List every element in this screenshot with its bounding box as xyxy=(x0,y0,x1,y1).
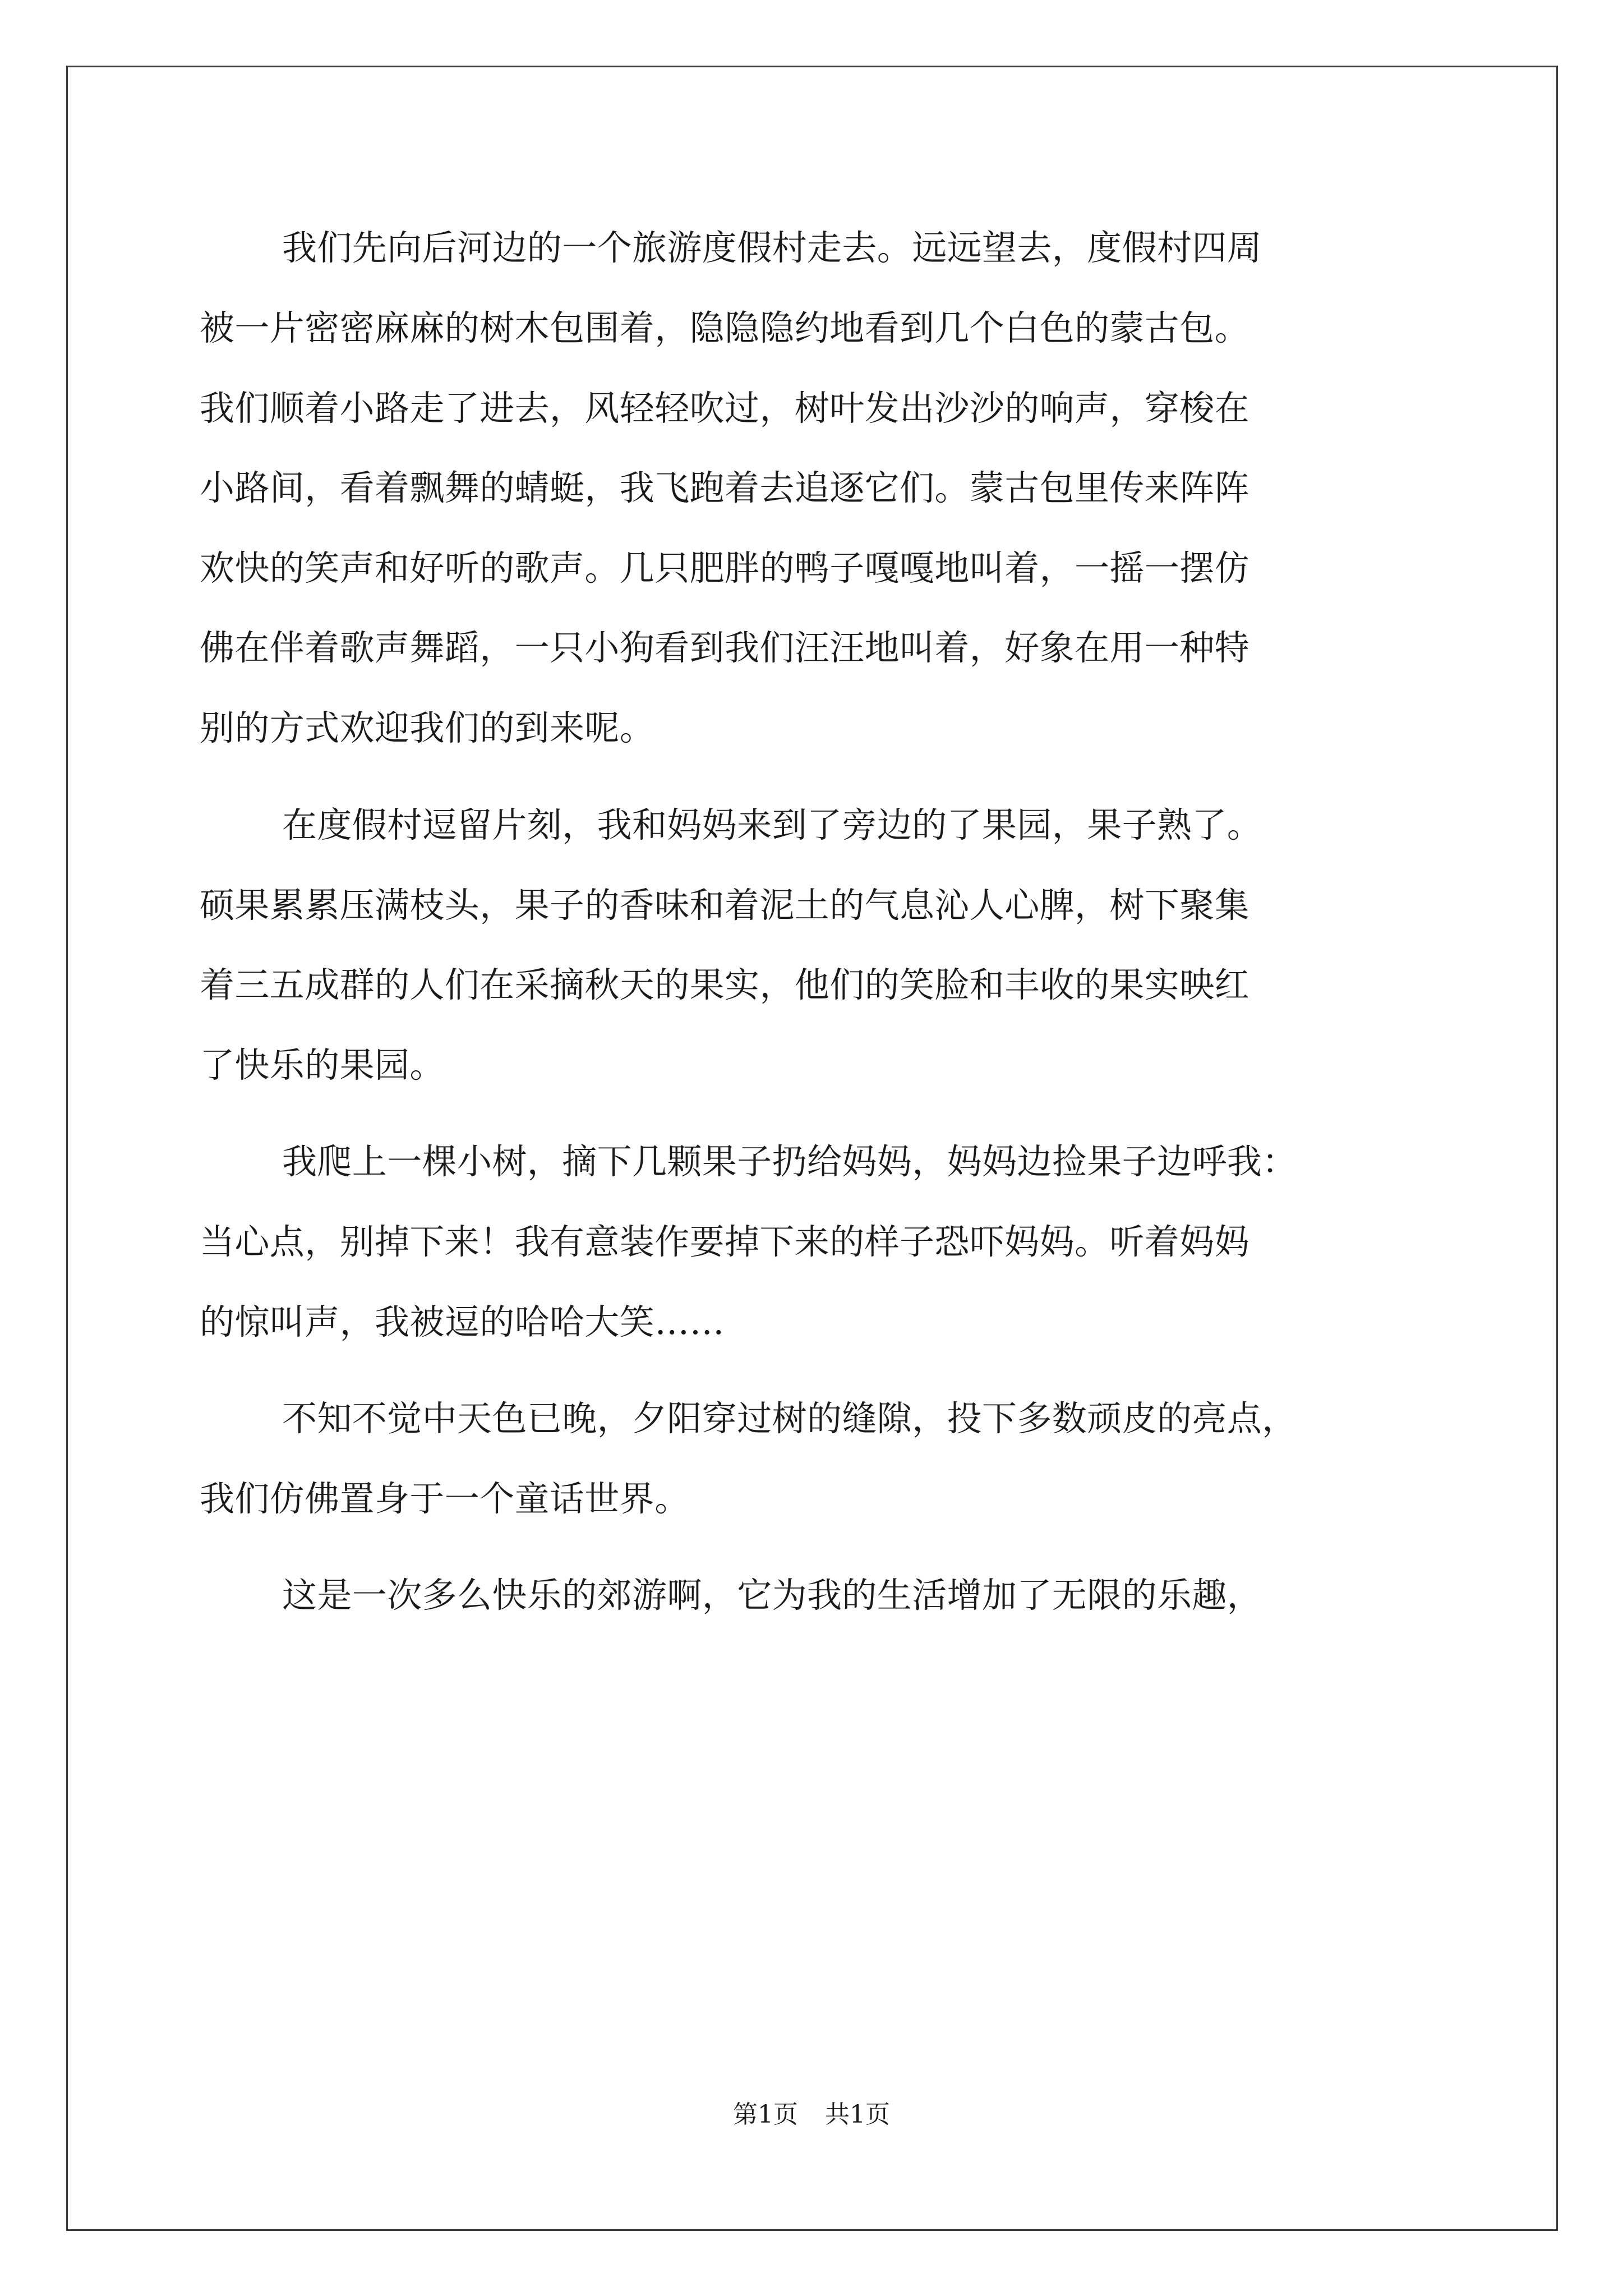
text-line: 的惊叫声，我被逗的哈哈大笑…… xyxy=(200,1301,725,1342)
text-line: 小路间，看着飘舞的蜻蜓，我飞跑着去追逐它们。蒙古包里传来阵阵 xyxy=(200,467,1250,508)
text-line: 我们仿佛置身于一个童话世界。 xyxy=(200,1478,690,1519)
page-footer xyxy=(0,2098,1623,2132)
text-line: 这是一次多么快乐的郊游啊，它为我的生活增加了无限的乐趣， xyxy=(282,1575,1262,1616)
text-line: 我爬上一棵小树，摘下几颗果子扔给妈妈，妈妈边捡果子边呼我： xyxy=(282,1141,1297,1182)
page-number-total: 共1页 xyxy=(825,2100,890,2129)
text-line: 佛在伴着歌声舞蹈，一只小狗看到我们汪汪地叫着，好象在用一种特 xyxy=(200,627,1250,668)
text-line: 我们先向后河边的一个旅游度假村走去。远远望去，度假村四周 xyxy=(282,227,1262,268)
page-number-current: 第1页 xyxy=(733,2100,798,2129)
text-line: 别的方式欢迎我们的到来呢。 xyxy=(200,707,655,748)
text-line: 了快乐的果园。 xyxy=(200,1045,445,1085)
text-line: 被一片密密麻麻的树木包围着，隐隐隐约地看到几个白色的蒙古包。 xyxy=(200,307,1250,348)
text-line: 在度假村逗留片刻，我和妈妈来到了旁边的了果园，果子熟了。 xyxy=(282,804,1262,845)
text-line: 欢快的笑声和好听的歌声。几只肥胖的鸭子嘎嘎地叫着，一摇一摆仿 xyxy=(200,547,1250,588)
text-line: 着三五成群的人们在采摘秋天的果实，他们的笑脸和丰收的果实映红 xyxy=(200,964,1250,1005)
text-line: 不知不觉中天色已晚，夕阳穿过树的缝隙，投下多数顽皮的亮点， xyxy=(282,1398,1297,1439)
text-line: 当心点，别掉下来！我有意装作要掉下来的样子恐吓妈妈。听着妈妈 xyxy=(200,1221,1250,1262)
text-line: 我们顺着小路走了进去，风轻轻吹过，树叶发出沙沙的响声，穿梭在 xyxy=(200,388,1250,429)
text-line: 硕果累累压满枝头，果子的香味和着泥土的气息沁人心脾，树下聚集 xyxy=(200,885,1250,926)
